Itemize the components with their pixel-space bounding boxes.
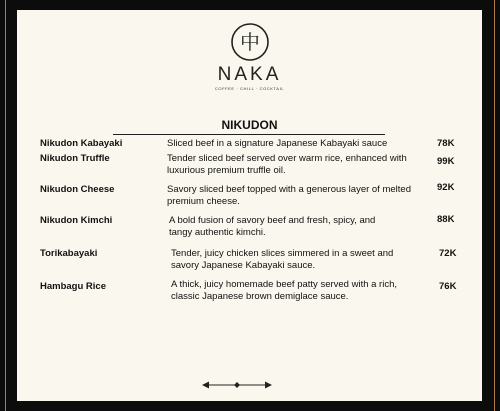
menu-item-name: Nikudon Truffle [40, 153, 110, 164]
menu-item-name: Nikudon Cheese [40, 184, 115, 195]
naka-logo-icon [230, 22, 270, 62]
brand-tagline: COFFEE · CHILL · COCKTAIL [214, 86, 285, 91]
section-divider [113, 134, 385, 135]
menu-item-price: 72K [439, 248, 457, 259]
menu-item-price: 78K [437, 138, 455, 149]
menu-item-name: Torikabayaki [40, 248, 98, 259]
ornament-divider-icon [202, 380, 272, 390]
menu-item-name: Nikudon Kimchi [40, 215, 113, 226]
menu-item-description: A bold fusion of savory beef and fresh, spicy, and tangy authentic kimchi. [169, 215, 376, 238]
frame-accent-line-left [5, 0, 6, 411]
menu-item-description: Tender, juicy chicken slices simmered in a sweet and savory Japanese Kabayaki sauce. [171, 248, 394, 271]
menu-item-description: A thick, juicy homemade beef patty served with a rich, classic Japanese brown demiglace sauce. [171, 279, 397, 302]
menu-item-price: 92K [437, 182, 455, 193]
menu-item-description: Sliced beef in a signature Japanese Kabayaki sauce [167, 138, 388, 149]
brand-name: NAKA [217, 64, 282, 85]
menu-item-description: Tender sliced beef served over warm rice, enhanced with luxurious premium truffle oil. [167, 153, 407, 176]
menu-item-price: 76K [439, 281, 457, 292]
menu-item-description: Savory sliced beef topped with a generous layer of melted premium cheese. [167, 184, 411, 207]
section-title: NIKUDON [221, 118, 278, 132]
menu-item-name: Hambagu Rice [40, 281, 106, 292]
menu-item-price: 88K [437, 214, 455, 225]
logo-glyph: 中 [239, 30, 260, 54]
menu-item-price: 99K [437, 156, 455, 167]
menu-page [17, 10, 482, 401]
menu-item-name: Nikudon Kabayaki [40, 138, 123, 149]
brand-header [17, 22, 482, 91]
frame-accent-line-right [494, 0, 495, 411]
